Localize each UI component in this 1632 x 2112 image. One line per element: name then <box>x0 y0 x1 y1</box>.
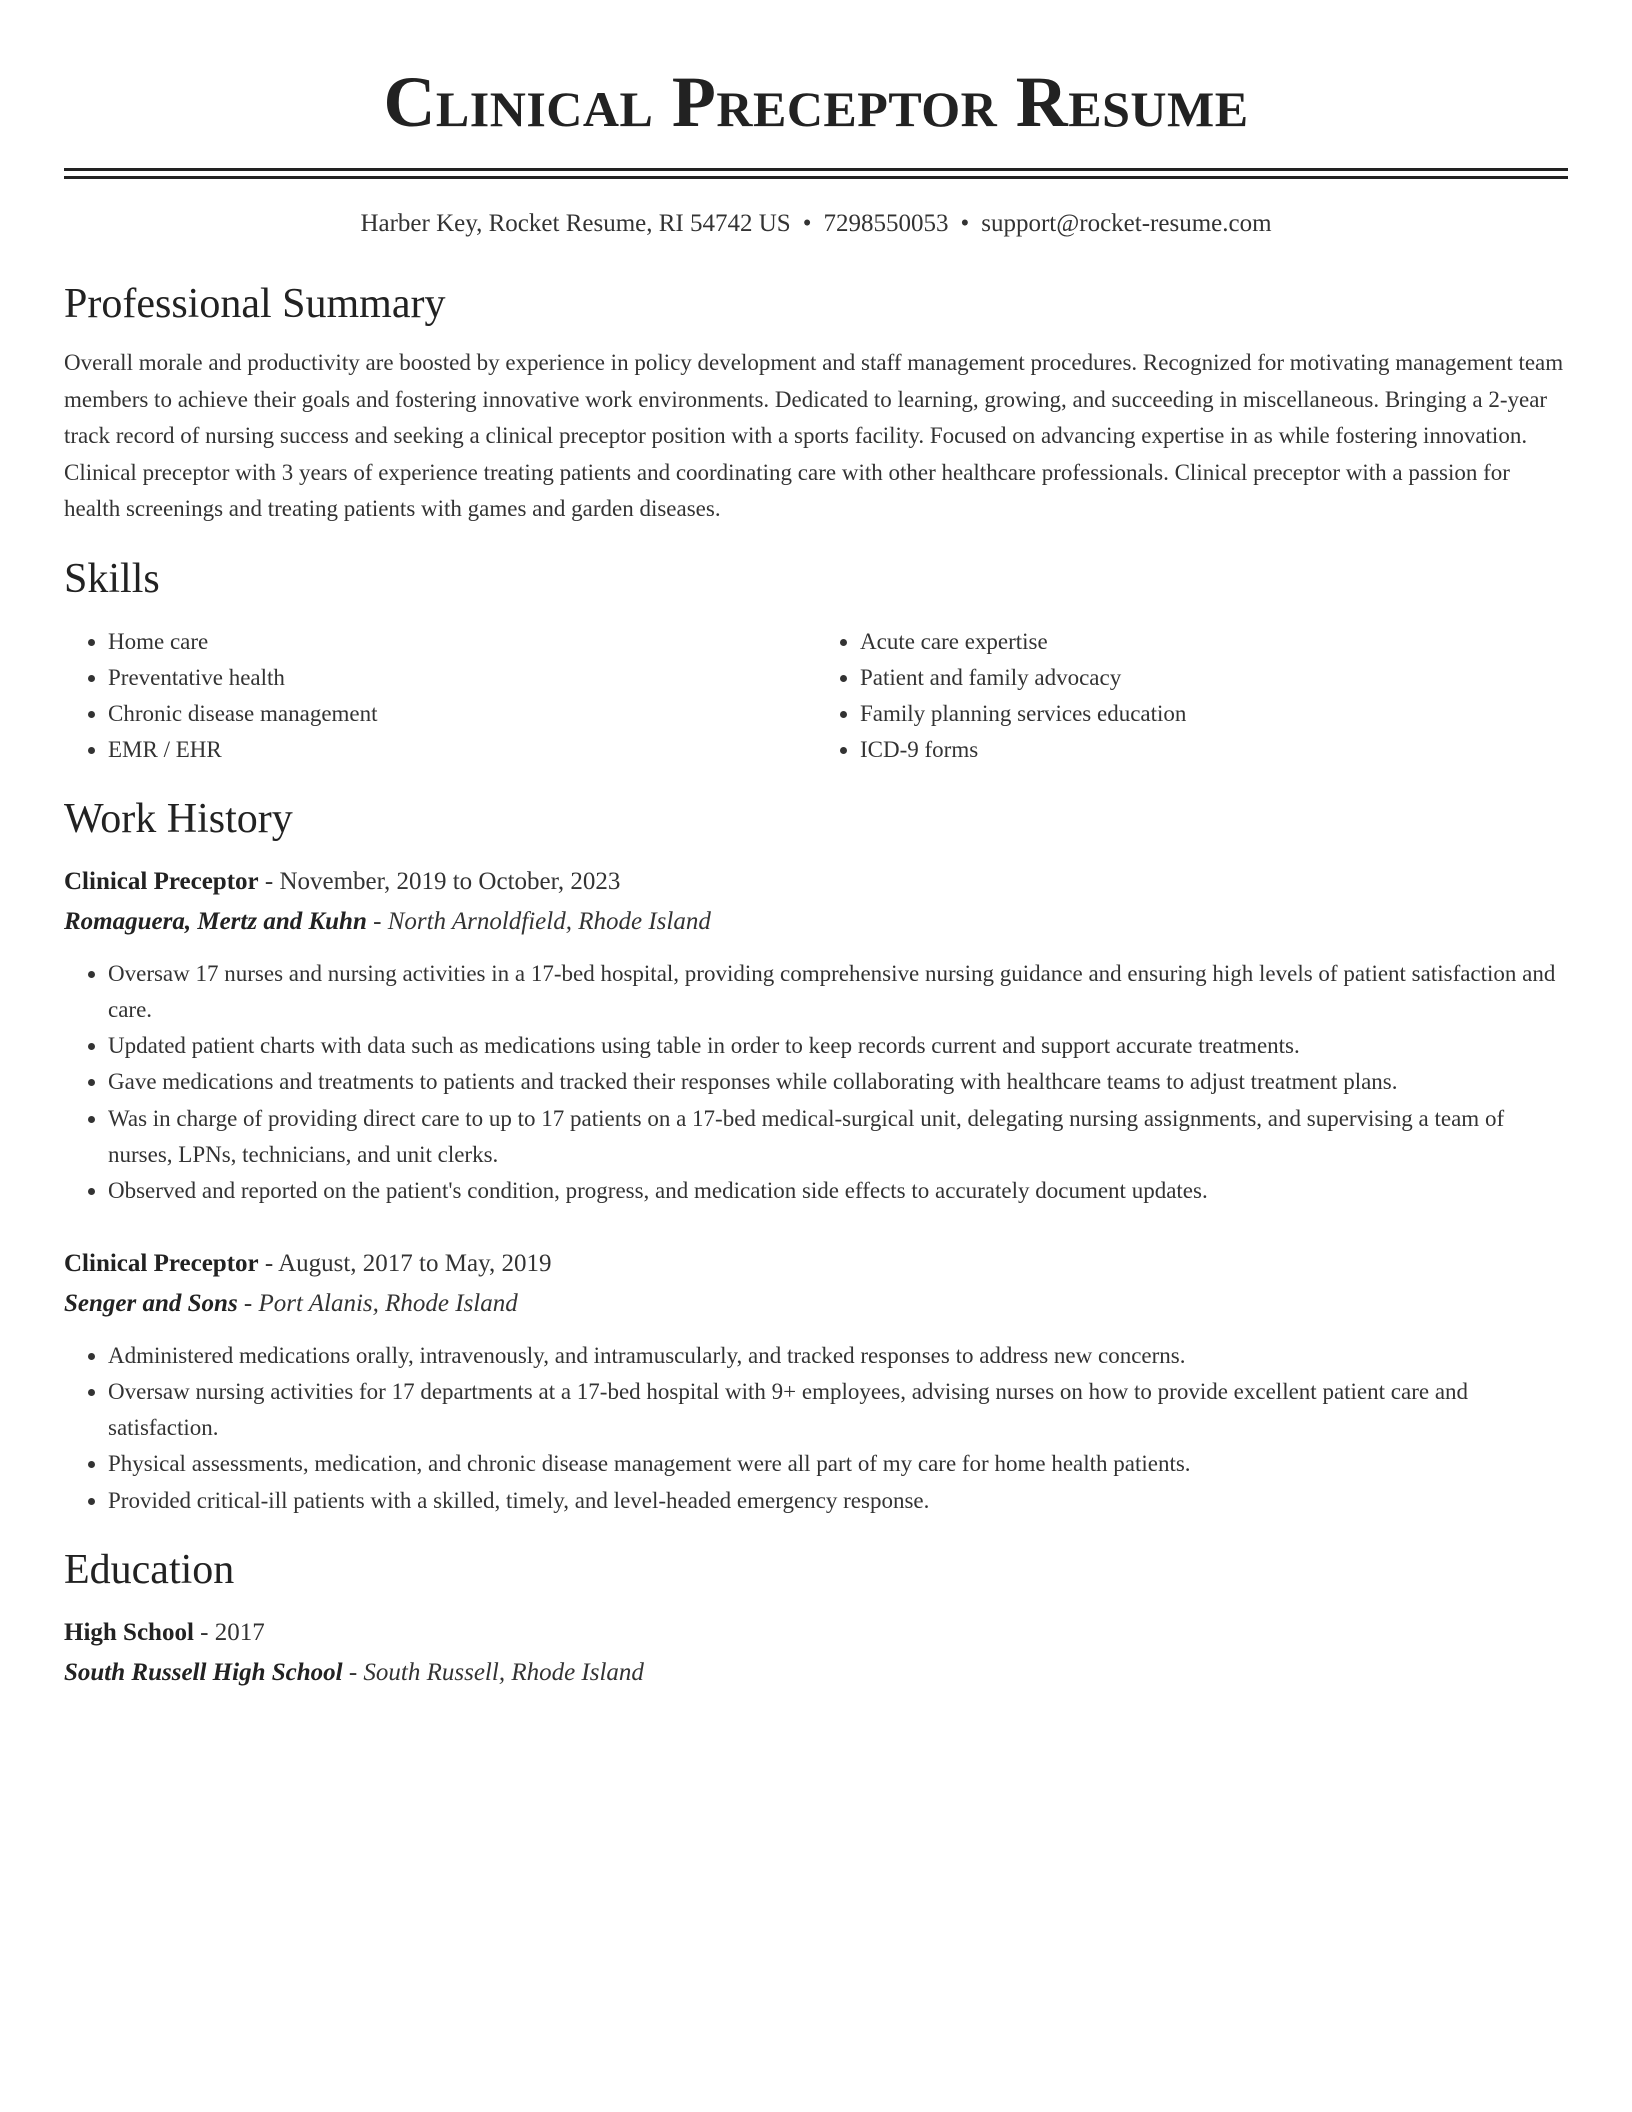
job-bullet: • Physical assessments, medication, and chronic disease management were all part of my care for home health patients. <box>108 1446 1568 1482</box>
employer-line <box>64 902 1568 942</box>
skills-heading: Skills <box>64 555 160 602</box>
skill-item: • EMR / EHR <box>108 732 816 768</box>
employer-location: - North Arnoldfield, Rhode Island <box>366 907 711 935</box>
job-title-line <box>64 862 1568 902</box>
job-bullets <box>64 956 1568 1210</box>
education-section <box>64 1545 1568 1693</box>
title-double-rule <box>64 168 1568 179</box>
degree-name: High School <box>64 1619 194 1647</box>
work-history-section <box>64 794 1568 1520</box>
resume-page <box>64 0 1568 1693</box>
job-dates: - November, 2019 to October, 2023 <box>258 867 621 895</box>
job-bullet: • Gave medications and treatments to patients and tracked their responses while collaborating with healthcare teams to adjust treatment plans. <box>108 1064 1568 1100</box>
job-bullet: • Provided critical-ill patients with a skilled, timely, and level-headed emergency response. <box>108 1483 1568 1519</box>
job-bullet: • Oversaw nursing activities for 17 departments at a 17-bed hospital with 9+ employees, advising nurses on how to provide excellent patient care and satisfaction. <box>108 1374 1568 1447</box>
skill-item: • Patient and family advocacy <box>860 660 1568 696</box>
education-heading: Education <box>64 1547 235 1594</box>
education-entry <box>64 1613 1568 1693</box>
work-history-heading: Work History <box>64 795 293 842</box>
contact-email: support@rocket-resume.com <box>981 210 1272 237</box>
contact-line <box>64 209 1568 239</box>
degree-year: - 2017 <box>193 1619 265 1647</box>
resume-title: Clinical Preceptor Resume <box>383 62 1249 142</box>
job-bullet: • Observed and reported on the patient's condition, progress, and medication side effects to accurately document updates. <box>108 1173 1568 1209</box>
job-bullet: • Oversaw 17 nurses and nursing activities in a 17-bed hospital, providing comprehensive nursing guidance and ensuring high levels of patient satisfaction and care. <box>108 956 1568 1029</box>
skills-section <box>64 554 1568 768</box>
contact-address: Harber Key, Rocket Resume, RI 54742 US <box>360 210 791 237</box>
job-bullets <box>64 1338 1568 1519</box>
school-name: South Russell High School <box>64 1659 343 1687</box>
job-bullet: • Updated patient charts with data such as medications using table in order to keep records current and support accurate treatments. <box>108 1028 1568 1064</box>
employer-location: - Port Alanis, Rhode Island <box>237 1289 518 1317</box>
job-title: Clinical Preceptor <box>64 1249 259 1277</box>
skill-item: • Preventative health <box>108 660 816 696</box>
job-bullet: • Administered medications orally, intravenously, and intramuscularly, and tracked responses to address new concerns. <box>108 1338 1568 1374</box>
skills-list-left <box>64 624 816 768</box>
skill-item: • ICD-9 forms <box>860 732 1568 768</box>
degree-line <box>64 1613 1568 1653</box>
contact-separator: • <box>960 210 970 237</box>
employer-name: Senger and Sons <box>64 1289 238 1317</box>
skill-item: • Home care <box>108 624 816 660</box>
summary-text: Overall morale and productivity are boosted by experience in policy development and staff management procedures. Recognized for motivating management team members to achieve their goals and fostering innovative work environments. Dedicated to learning, growing, and succeeding in miscellaneous. Bringing a 2-year track record of nursing success and seeking a clinical preceptor position with a sports facility. Focused on advancing expertise in as while fostering innovation. Clinical preceptor with 3 years of experience treating patients and coordinating care with other healthcare professionals. Clinical preceptor with a passion for health screenings and treating patients with games and garden diseases. <box>64 350 1564 521</box>
employer-name: Romaguera, Mertz and Kuhn <box>64 907 367 935</box>
contact-phone: 7298550053 <box>823 210 949 237</box>
job-bullet: • Was in charge of providing direct care to up to 17 patients on a 17-bed medical-surgical unit, delegating nursing assignments, and supervising a team of nurses, LPNs, technicians, and unit clerks. <box>108 1101 1568 1174</box>
summary-section <box>64 279 1568 528</box>
job-dates: - August, 2017 to May, 2019 <box>258 1249 552 1277</box>
skill-item: • Chronic disease management <box>108 696 816 732</box>
school-line <box>64 1653 1568 1693</box>
skills-list-right <box>816 624 1568 768</box>
job-title-line <box>64 1244 1568 1284</box>
skill-item: • Family planning services education <box>860 696 1568 732</box>
school-location: - South Russell, Rhode Island <box>342 1659 644 1687</box>
contact-separator: • <box>802 210 812 237</box>
job-entry <box>64 1244 1568 1519</box>
job-title: Clinical Preceptor <box>64 867 259 895</box>
job-entry <box>64 862 1568 1210</box>
skill-item: • Acute care expertise <box>860 624 1568 660</box>
summary-heading: Professional Summary <box>64 281 446 327</box>
skills-columns <box>64 624 1568 768</box>
employer-line <box>64 1284 1568 1324</box>
